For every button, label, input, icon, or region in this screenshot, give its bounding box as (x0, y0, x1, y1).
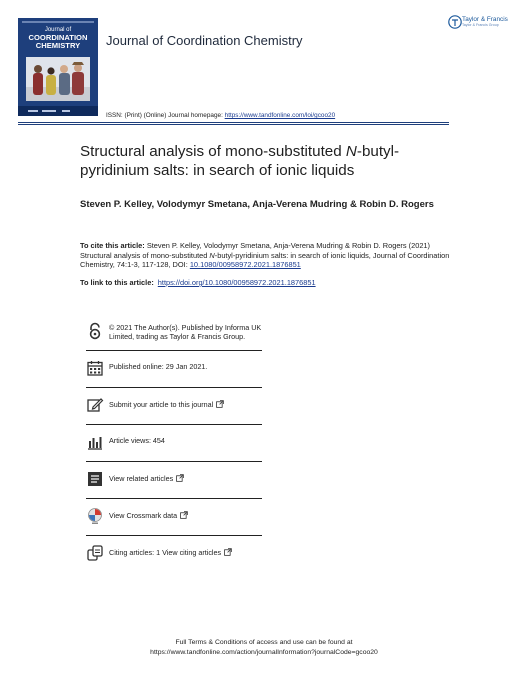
views-text: Article views: 454 (109, 436, 165, 445)
crossmark-text[interactable] (109, 511, 265, 521)
license-text: © 2021 The Author(s). Published by Informa UK Limited, trading as Taylor & Francis Group. (109, 323, 262, 341)
citation-italic: N (209, 250, 215, 260)
citation-block (80, 241, 452, 270)
submit-text[interactable] (109, 400, 265, 410)
license-item (86, 314, 262, 351)
external-link-icon (216, 400, 224, 408)
article-info-list (86, 314, 262, 572)
views-item (86, 425, 262, 462)
journal-cover (18, 18, 98, 116)
citation-doi-link[interactable]: 10.1080/00958972.2021.1876851 (189, 260, 301, 270)
related-item[interactable] (86, 462, 262, 499)
published-text: Published online: 29 Jan 2021. (109, 362, 208, 371)
header-divider-2 (18, 124, 449, 125)
crossmark-label: View Crossmark data (109, 511, 178, 520)
submit-item[interactable] (86, 388, 262, 425)
cover-photo-people (26, 57, 90, 101)
external-link-icon (180, 511, 188, 519)
article-link-row (80, 278, 316, 287)
footer-terms-link[interactable]: https://www.tandfonline.com/action/journalInformation?journalCode=gcoo20 (150, 649, 378, 656)
link-label: To link to this article: (80, 278, 154, 287)
citing-text[interactable] (109, 548, 265, 558)
published-item (86, 351, 262, 388)
journal-title: Journal of Coordination Chemistry (106, 33, 303, 48)
edit-icon (86, 396, 104, 414)
taylor-francis-logo-icon (448, 14, 462, 30)
submit-label: Submit your article to this journal (109, 400, 214, 409)
header-divider (18, 122, 449, 123)
citation-text-2: -butyl-pyridinium salts: in search of ionic liquids, Journal of Coordination Chemistry, 74:1-3, 117-128, DOI: (80, 250, 450, 270)
issn-line (106, 112, 335, 119)
citation-text-1: Steven P. Kelley, Volodymyr Smetana, Anja-Verena Mudring & Robin D. Rogers (2021) Structural analysis of mono-substituted (80, 241, 431, 260)
title-italic: N (345, 143, 357, 160)
external-link-icon (176, 474, 184, 482)
publisher-tagline: Taylor & Francis Group (462, 23, 499, 27)
external-link-icon (224, 548, 232, 556)
cover-line-2: COORDINATION (28, 33, 88, 42)
bar-chart-icon (86, 433, 104, 451)
citation-label: To cite this article: (80, 241, 145, 250)
article-title (80, 142, 460, 180)
citing-item[interactable] (86, 536, 262, 572)
calendar-icon (86, 359, 104, 377)
open-access-icon (86, 322, 104, 340)
cover-line-1: Journal of (44, 27, 72, 33)
related-text[interactable] (109, 474, 265, 484)
citing-articles-icon (86, 544, 104, 562)
crossmark-item[interactable] (86, 499, 262, 536)
article-doi-link[interactable]: https://doi.org/10.1080/00958972.2021.1876851 (157, 278, 316, 287)
citing-label: Citing articles: 1 View citing articles (109, 548, 222, 557)
related-label: View related articles (109, 474, 174, 483)
publisher-name: Taylor & Francis (462, 16, 508, 23)
footer-terms: Full Terms & Conditions of access and use can be found at (175, 639, 353, 646)
cover-photo (26, 57, 90, 101)
issn-text: ISSN: (Print) (Online) Journal homepage: (106, 112, 225, 119)
title-part-2: -butyl-pyridinium salts: in search of ionic liquids (80, 143, 400, 179)
cover-line-3: CHEMISTRY (35, 41, 81, 50)
related-articles-icon (86, 470, 104, 488)
crossmark-icon (86, 507, 104, 525)
title-part-1: Structural analysis of mono-substituted (80, 143, 346, 160)
journal-homepage-link[interactable]: https://www.tandfonline.com/loi/gcoo20 (224, 112, 336, 119)
article-authors: Steven P. Kelley, Volodymyr Smetana, Anja-Verena Mudring & Robin D. Rogers (80, 199, 434, 210)
